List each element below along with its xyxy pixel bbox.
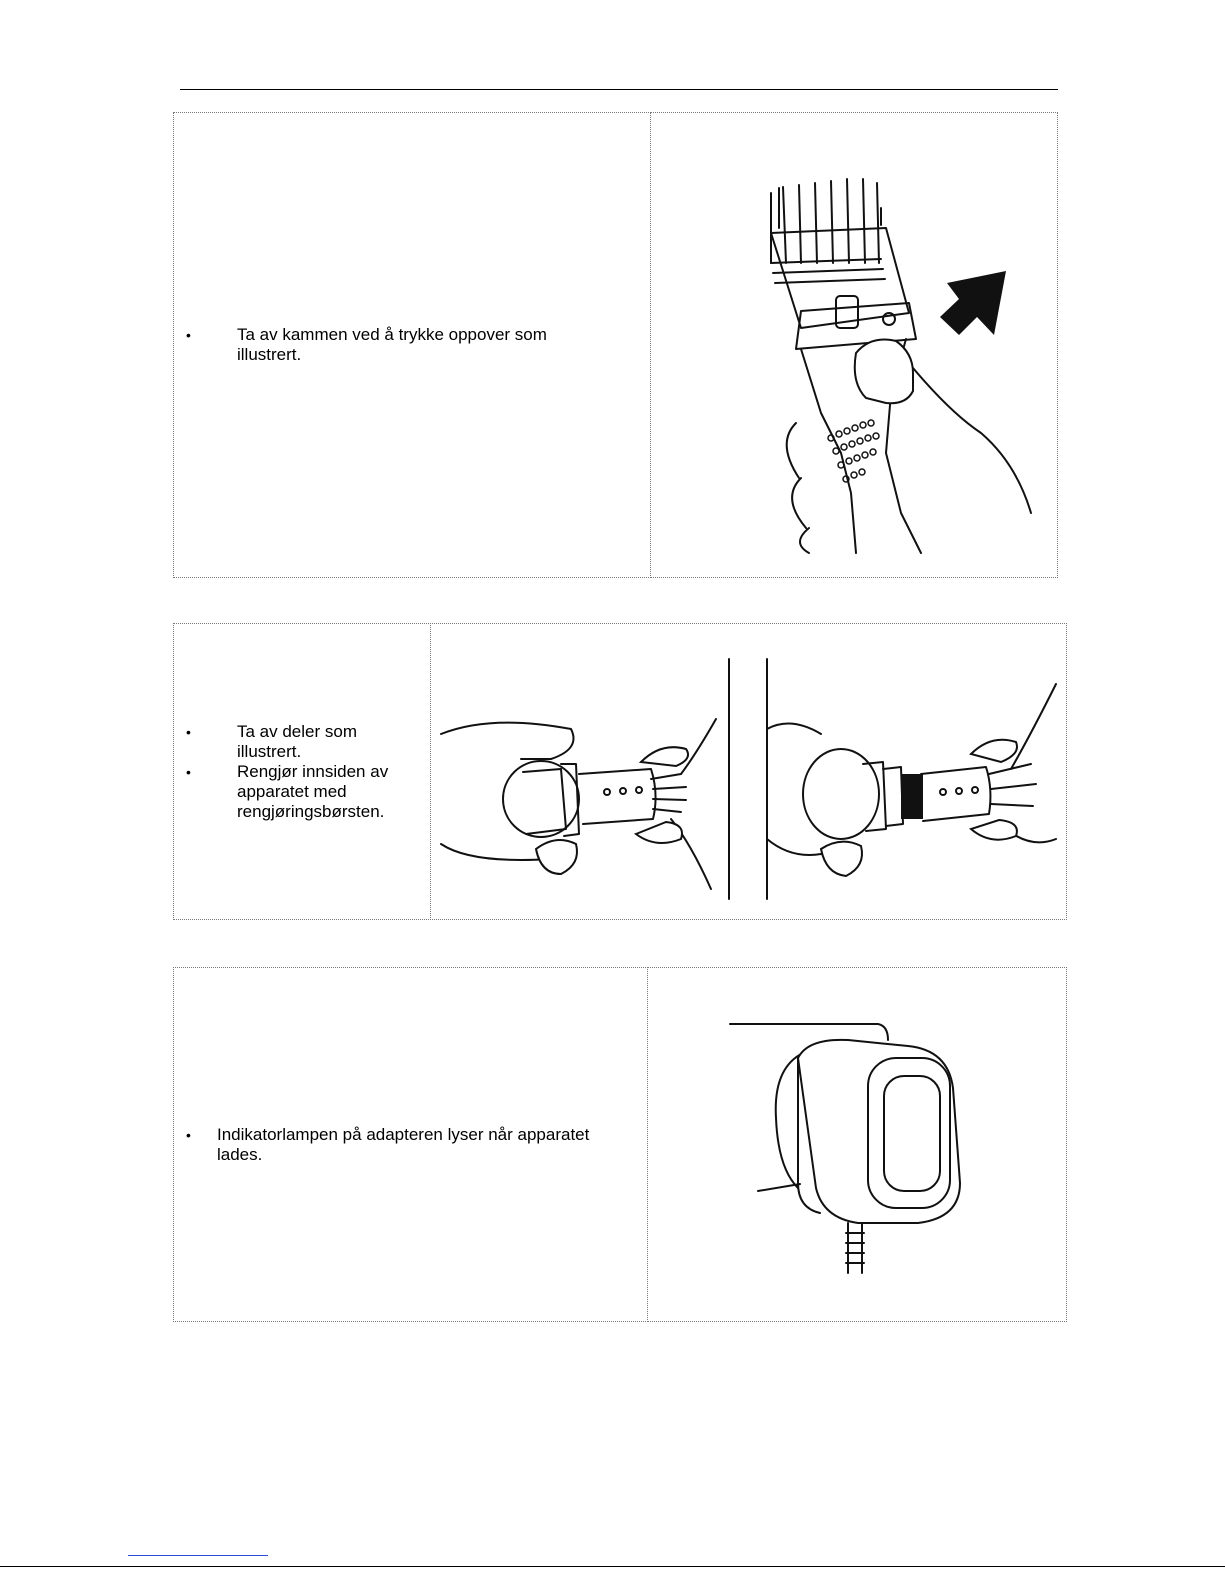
section-3-image-cell bbox=[647, 967, 1067, 1322]
section-3-bullets bbox=[186, 1124, 637, 1165]
section-1-bullets bbox=[186, 325, 597, 365]
section-3-text-cell bbox=[173, 967, 648, 1322]
section-2-image-cell bbox=[430, 623, 1067, 920]
section-2-bullets bbox=[186, 721, 422, 822]
bullet-icon: • bbox=[186, 327, 191, 343]
list-item: • Ta av deler som illustrert. bbox=[186, 721, 357, 761]
header-rule bbox=[180, 89, 1058, 90]
section-1-text-cell bbox=[173, 112, 651, 578]
list-item: • Rengjør innsiden av apparatet med rengjøringsbørsten. bbox=[186, 761, 389, 821]
comb-removal-illustration-icon bbox=[651, 113, 1057, 577]
cleaning-brush-illustration-icon bbox=[431, 624, 1066, 919]
adapter-illustration-icon bbox=[648, 968, 1066, 1321]
section-1-image-cell bbox=[650, 112, 1058, 578]
section-2-text-cell bbox=[173, 623, 431, 920]
list-item: • Indikatorlampen på adapteren lyser når apparatet lades. bbox=[186, 1124, 590, 1164]
footer-rule bbox=[0, 1566, 1225, 1567]
bullet-icon: • bbox=[186, 723, 191, 740]
list-item: • Ta av kammen ved å trykke oppover som illustrert. bbox=[186, 325, 547, 364]
bullet-icon: • bbox=[186, 1126, 191, 1143]
bullet-icon: • bbox=[186, 763, 191, 780]
footer-link-underline bbox=[128, 1555, 268, 1556]
